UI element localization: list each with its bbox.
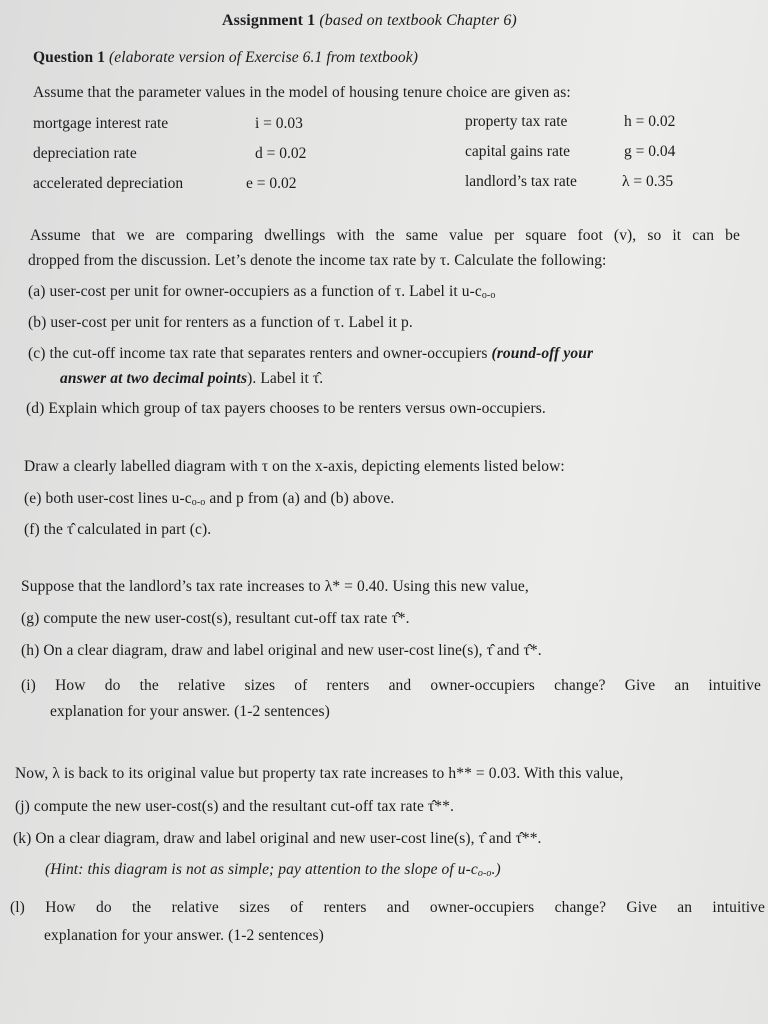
item-i-continued: explanation for your answer. (1-2 sentences): [50, 703, 330, 720]
item-a-text: (a) user-cost per unit for owner-occupiers as a function of τ. Label it u-c: [28, 283, 482, 300]
question-label: Question 1: [33, 49, 106, 66]
hint-text: [45, 861, 501, 879]
question-note: (elaborate version of Exercise 6.1 from textbook): [109, 49, 418, 66]
intro-text: Assume that the parameter values in the model of housing tenure choice are given as:: [33, 84, 571, 101]
item-c-text: (c) the cut-off income tax rate that separates renters and owner-occupiers: [28, 345, 488, 362]
paragraph-line: dropped from the discussion. Let’s denote the income tax rate by τ. Calculate the following:: [28, 252, 607, 269]
question-heading: [33, 49, 418, 67]
item-e-tail: and p from (a) and (b) above.: [205, 490, 395, 507]
item-e-text: (e) both user-cost lines u-c: [24, 490, 192, 507]
item-h: (h) On a clear diagram, draw and label original and new user-cost line(s), τ̂ and τ̂*.: [21, 642, 542, 659]
title-italic: (based on textbook Chapter 6): [319, 12, 517, 29]
param-value: h = 0.02: [624, 113, 676, 130]
item-c-continued: [60, 370, 323, 388]
item-a-subscript: o-o: [481, 290, 496, 301]
param-label: depreciation rate: [33, 145, 137, 162]
param-value: i = 0.03: [255, 115, 303, 132]
hint-tail: .): [491, 861, 501, 878]
item-c: [28, 345, 746, 363]
param-value: e = 0.02: [246, 175, 297, 192]
item-c-italic: (round-off your: [491, 345, 594, 362]
param-label: capital gains rate: [465, 143, 571, 160]
diagram-instructions: Draw a clearly labelled diagram with τ on the x-axis, depicting elements listed below:: [24, 458, 565, 475]
item-e-subscript: o-o: [191, 497, 206, 508]
hint-subscript: o-o: [477, 868, 492, 879]
param-value: g = 0.04: [624, 143, 676, 160]
item-f: (f) the τ̂ calculated in part (c).: [24, 521, 212, 538]
item-e: [24, 490, 394, 508]
item-i: (i) How do the relative sizes of renters and owner-occupiers change? Give an intuitive: [21, 677, 761, 694]
item-k: (k) On a clear diagram, draw and label original and new user-cost line(s), τ̂ and τ̂**.: [13, 830, 542, 847]
paragraph-line: Assume that we are comparing dwellings with the same value per square foot (v), so it can be: [30, 227, 740, 244]
param-value: λ = 0.35: [622, 173, 674, 190]
page-title: [222, 12, 517, 30]
item-j: (j) compute the new user-cost(s) and the resultant cut-off tax rate τ̂**.: [15, 798, 454, 815]
item-a: [28, 283, 495, 301]
item-d: (d) Explain which group of tax payers chooses to be renters versus own-occupiers.: [26, 400, 546, 417]
param-value: d = 0.02: [255, 145, 307, 162]
param-label: mortgage interest rate: [33, 115, 169, 132]
item-l: (l) How do the relative sizes of renters and owner-occupiers change? Give an intuitive: [10, 899, 765, 916]
title-bold: Assignment 1: [222, 12, 316, 29]
item-g: (g) compute the new user-cost(s), resultant cut-off tax rate τ̂*.: [21, 610, 410, 627]
item-b: (b) user-cost per unit for renters as a function of τ. Label it p.: [28, 314, 413, 331]
param-label: landlord’s tax rate: [465, 173, 577, 190]
hint-body: (Hint: this diagram is not as simple; pay attention to the slope of u-c: [45, 861, 478, 878]
item-c-tail: ). Label it τ̂.: [247, 370, 324, 387]
param-label: property tax rate: [465, 113, 568, 130]
item-c-italic-2: answer at two decimal points: [60, 370, 248, 387]
landlord-tax-paragraph: Suppose that the landlord’s tax rate increases to λ* = 0.40. Using this new value,: [21, 578, 529, 595]
item-l-continued: explanation for your answer. (1-2 sentences): [44, 927, 324, 944]
param-label: accelerated depreciation: [33, 175, 184, 192]
property-tax-paragraph: Now, λ is back to its original value but property tax rate increases to h** = 0.03. With this value,: [15, 765, 624, 782]
